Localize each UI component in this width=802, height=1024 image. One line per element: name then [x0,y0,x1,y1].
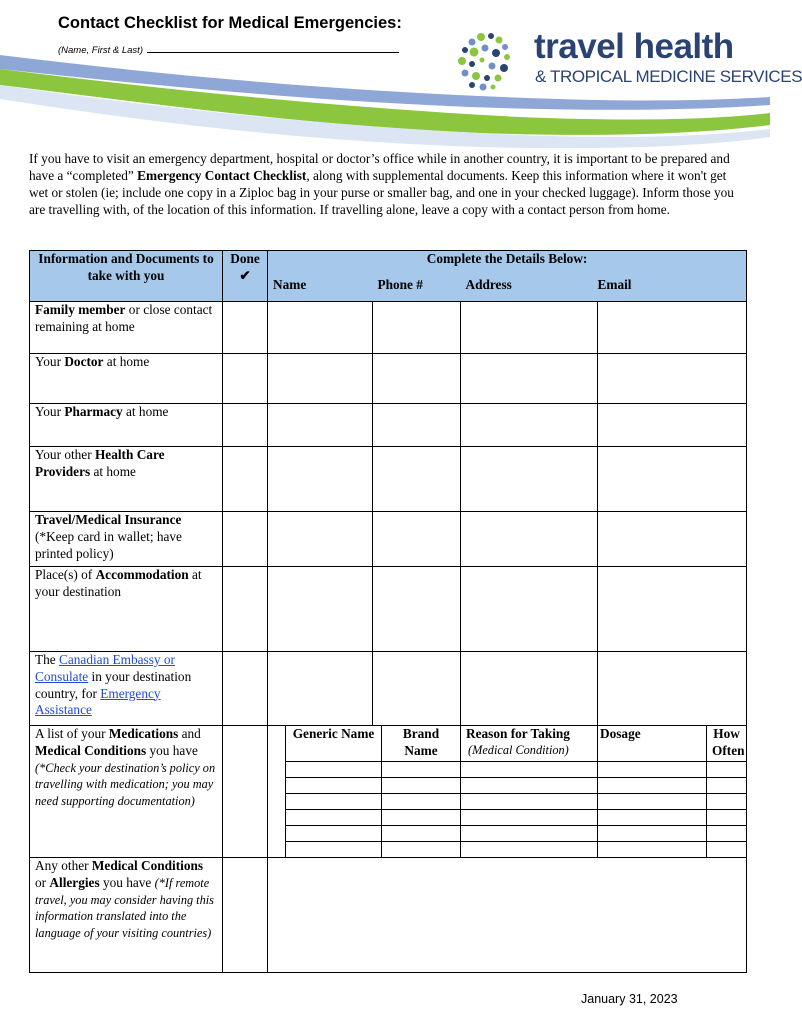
form-title: Contact Checklist for Medical Emergencies: [58,14,402,32]
done-cell[interactable] [223,302,268,354]
table-header-row [30,251,747,277]
table-row [30,404,747,447]
header-done: Done ✔ [223,251,268,302]
done-cell[interactable] [223,447,268,512]
dosage-cell[interactable] [598,810,707,826]
table-row [30,652,747,726]
brand-name-cell[interactable] [382,778,461,794]
brand-name-cell[interactable] [382,826,461,842]
dosage-cell[interactable] [598,826,707,842]
address-cell[interactable] [461,652,598,726]
brand-name-cell[interactable] [382,842,461,858]
dosage-cell[interactable] [598,842,707,858]
phone-cell[interactable] [373,404,461,447]
row-label-pharmacy: Your Pharmacy at home [30,404,223,447]
phone-cell[interactable] [373,512,461,567]
header-how-often: How Often [707,726,747,762]
generic-name-cell[interactable] [286,794,382,810]
logo-wordmark: travel health [534,27,734,66]
done-cell[interactable] [223,404,268,447]
allergies-details-cell[interactable] [268,858,747,973]
reason-cell[interactable] [461,778,598,794]
phone-cell[interactable] [373,652,461,726]
checkmark-icon: ✔ [239,267,251,283]
row-label-embassy: The Canadian Embassy or Consulate in your destination country, for Emergency Assistance [30,652,223,726]
how-often-cell[interactable] [707,842,747,858]
name-cell[interactable] [268,512,373,567]
done-cell[interactable] [223,726,268,858]
header-dosage: Dosage [598,726,707,762]
spacer-cell [268,726,286,858]
header-name: Name [268,277,373,302]
email-cell[interactable] [598,512,747,567]
header-brand-name: Brand Name [382,726,461,762]
generic-name-cell[interactable] [286,810,382,826]
row-label-providers: Your other Health Care Providers at home [30,447,223,512]
how-often-cell[interactable] [707,826,747,842]
email-cell[interactable] [598,404,747,447]
emergency-assistance-link[interactable]: Emergency Assistance [35,685,161,718]
dosage-cell[interactable] [598,794,707,810]
phone-cell[interactable] [373,567,461,652]
footer-date: January 31, 2023 [581,992,678,1006]
row-label-family: Family member or close contact remaining at home [30,302,223,354]
contact-checklist-table [29,250,747,973]
generic-name-cell[interactable] [286,778,382,794]
name-field-label: (Name, First & Last) [58,45,143,56]
reason-cell[interactable] [461,762,598,778]
row-label-medications: A list of your Medications and Medical Conditions you have (*Check your destination’s policy on travelling with medication; you may need supporting documentation) [30,726,223,858]
address-cell[interactable] [461,302,598,354]
header-reason: Reason for Taking (Medical Condition) [461,726,598,762]
address-cell[interactable] [461,404,598,447]
header-phone: Phone # [373,277,461,302]
name-field-line[interactable] [147,43,399,53]
how-often-cell[interactable] [707,810,747,826]
reason-cell[interactable] [461,842,598,858]
brand-name-cell[interactable] [382,794,461,810]
generic-name-cell[interactable] [286,842,382,858]
row-label-doctor: Your Doctor at home [30,354,223,404]
table-row [30,354,747,404]
table-row [30,858,747,973]
email-cell[interactable] [598,447,747,512]
name-cell[interactable] [268,567,373,652]
table-row [30,447,747,512]
canadian-embassy-link[interactable]: Canadian Embassy or Consulate [35,652,175,684]
done-cell[interactable] [223,567,268,652]
address-cell[interactable] [461,354,598,404]
header-email: Email [598,277,747,302]
email-cell[interactable] [598,652,747,726]
row-label-insurance: Travel/Medical Insurance (*Keep card in wallet; have printed policy) [30,512,223,567]
done-cell[interactable] [223,652,268,726]
generic-name-cell[interactable] [286,826,382,842]
header-address: Address [461,277,598,302]
brand-name-cell[interactable] [382,762,461,778]
header-generic-name: Generic Name [286,726,382,762]
row-label-allergies: Any other Medical Conditions or Allergies you have (*If remote travel, you may consider having this information translated into the language of your visiting countries) [30,858,223,973]
name-cell[interactable] [268,652,373,726]
address-cell[interactable] [461,447,598,512]
address-cell[interactable] [461,512,598,567]
done-cell[interactable] [223,858,268,973]
done-cell[interactable] [223,512,268,567]
how-often-cell[interactable] [707,794,747,810]
intro-paragraph: If you have to visit an emergency department, hospital or doctor’s office while in another country, it is important to be prepared and have a “completed” Emergency Contact Checklist, along with supplemental documents. Keep this information where it won't get wet or stolen (ie; include one copy in a Ziploc bag in your purse or smaller bag, and one in your checked luggage). Inform those you are travelling with, of the location of this information. If travelling alone, leave a copy with a contact person from home. [29,151,734,217]
table-row [30,567,747,652]
medications-header-row [30,726,747,762]
email-cell[interactable] [598,302,747,354]
name-cell[interactable] [268,302,373,354]
row-label-accommodation: Place(s) of Accommodation at your destination [30,567,223,652]
reason-cell[interactable] [461,810,598,826]
logo-subtitle: & TROPICAL MEDICINE SERVICES [535,67,802,86]
generic-name-cell[interactable] [286,762,382,778]
table-row [30,512,747,567]
table-row [30,302,747,354]
reason-cell[interactable] [461,794,598,810]
done-cell[interactable] [223,354,268,404]
phone-cell[interactable] [373,447,461,512]
name-cell[interactable] [268,404,373,447]
email-cell[interactable] [598,567,747,652]
reason-cell[interactable] [461,826,598,842]
header-complete-details: Complete the Details Below: [268,251,747,277]
email-cell[interactable] [598,354,747,404]
dosage-cell[interactable] [598,762,707,778]
how-often-cell[interactable] [707,778,747,794]
name-cell[interactable] [268,447,373,512]
how-often-cell[interactable] [707,762,747,778]
phone-cell[interactable] [373,302,461,354]
header-information: Information and Documents to take with you [30,251,223,302]
phone-cell[interactable] [373,354,461,404]
address-cell[interactable] [461,567,598,652]
dosage-cell[interactable] [598,778,707,794]
brand-name-cell[interactable] [382,810,461,826]
name-cell[interactable] [268,354,373,404]
